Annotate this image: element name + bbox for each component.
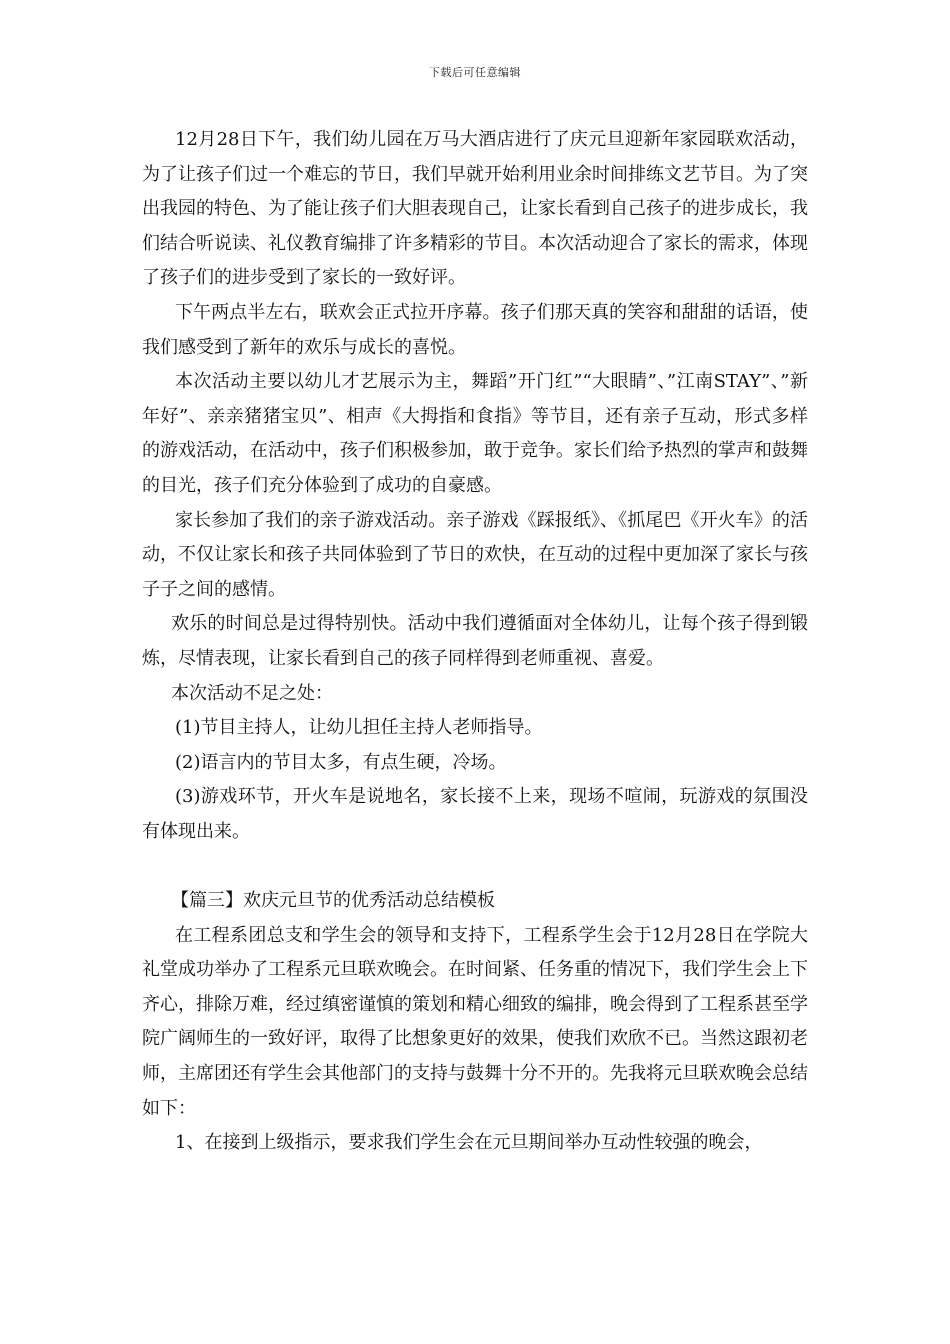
page-header: 下载后可任意编辑 [429, 66, 521, 79]
list-item: (1)节目主持人，让幼儿担任主持人老师指导。 [175, 717, 543, 739]
list-item: (3)游戏环节，开火车是说地名，家长接不上来，现场不喧闹，玩游戏的氛围没有体现出来。 [142, 786, 808, 842]
paragraph: 家长参加了我们的亲子游戏活动。亲子游戏《踩报纸》、《抓尾巴《开火车》的活动，不仅让家长和孩子共同体验到了节日的欢快，在互动的过程中更加深了家长与孩子子之间的感情。 [142, 509, 808, 600]
section-gap [142, 849, 808, 884]
paragraph: 欢乐的时间总是过得特别快。活动中我们遵循面对全体幼儿，让每个孩子得到锻炼，尽情表现，让家长看到自己的孩子同样得到老师重视、喜爱。 [142, 613, 808, 669]
paragraph: 下午两点半左右，联欢会正式拉开序幕。孩子们那天真的笑容和甜甜的话语，使我们感受到了新年的欢乐与成长的喜悦。 [142, 301, 808, 358]
paragraph: 1、在接到上级指示，要求我们学生会在元旦期间举办互动性较强的晚会， [175, 1132, 763, 1154]
list-item: (2)语言内的节目太多，有点生硬，冷场。 [175, 751, 507, 773]
paragraph: 本次活动主要以幼儿才艺展示为主，舞蹈”开门红”“大眼睛”、”江南STAY”、”新年好”、亲亲猪猪宝贝”、相声《大拇指和食指》等节目，还有亲子互动，形式多样的游戏活动，在活动中，孩子们积极参加，敢于竞争。家长们给予热烈的掌声和鼓舞的目光，孩子们充分体验到了成功的自豪感。 [142, 371, 808, 496]
document-body [142, 123, 808, 1161]
section-heading: 【篇三】欢庆元旦节的优秀活动总结模板 [171, 890, 495, 912]
paragraph: 12月28日下午，我们幼儿园在万马大酒店进行了庆元旦迎新年家园联欢活动，为了让孩子们过一个难忘的节日，我们早就开始利用业余时间排练文艺节目。为了突出我园的特色、为了能让孩子们大胆表现自己，让家长看到自己孩子的进步成长，我们结合听说读、礼仪教育编排了许多精彩的节目。本次活动迎合了家长的需求，体现了孩子们的进步受到了家长的一致好评。 [142, 129, 808, 289]
paragraph: 本次活动不足之处： [171, 682, 333, 704]
paragraph: 在工程系团总支和学生会的领导和支持下，工程系学生会于12月28日在学院大礼堂成功举办了工程系元旦联欢晚会。在时间紧、任务重的情况下，我们学生会上下齐心，排除万难，经过缜密谨慎的策划和精心细致的编排，晚会得到了工程系甚至学院广阔师生的一致好评，取得了比想象更好的效果，使我们欢欣不已。当然这跟初老师，主席团还有学生会其他部门的支持与鼓舞十分不开的。先我将元旦联欢晚会总结如下： [142, 924, 808, 1119]
